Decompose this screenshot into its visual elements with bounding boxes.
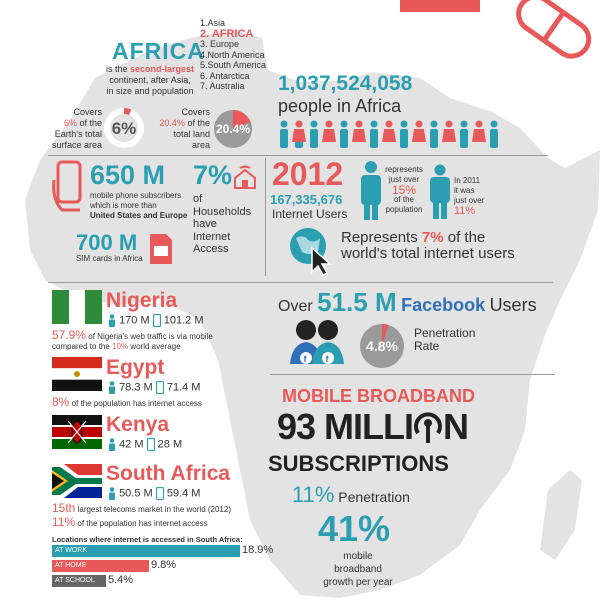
phone-icon xyxy=(156,487,164,500)
represents-line: represents xyxy=(385,165,423,174)
sim-cards-label: SIM cards in Africa xyxy=(76,254,143,263)
person-icon xyxy=(108,438,116,451)
locations-chart xyxy=(52,545,282,590)
egypt-flag-icon xyxy=(52,357,102,391)
egypt-stats: 78.3 M 71.4 M xyxy=(108,381,200,394)
households-line: have xyxy=(193,218,217,230)
represents-line: just over xyxy=(388,175,420,184)
growth-line: mobile broadband xyxy=(334,551,382,575)
population-number: 1,037,524,058 xyxy=(278,72,413,95)
phone-icon xyxy=(156,381,164,394)
y2011-text xyxy=(454,176,484,216)
y2011-line: just over xyxy=(454,196,485,205)
nigeria-note: 57.9% of Nigeria's web traffic is via mobile compared to the 10% world average xyxy=(52,328,213,351)
facebook-users-icon xyxy=(288,316,348,372)
globe-cursor-icon xyxy=(288,226,336,276)
rank-item: 5.South America xyxy=(200,60,267,70)
location-bar: AT SCHOOL xyxy=(52,575,106,587)
broadband-penetration: 11% Penetration xyxy=(292,482,410,507)
egypt-name: Egypt xyxy=(106,356,165,379)
nigeria-name: Nigeria xyxy=(106,289,178,312)
rank-item-africa: 2. AFRICA xyxy=(200,27,254,40)
broadband-million: 93 MILLI N xyxy=(277,406,469,447)
location-bar: AT HOME xyxy=(52,560,149,572)
south-africa-note: 11% of the population has internet access xyxy=(52,515,208,529)
south-africa-notes xyxy=(52,502,231,530)
rank-item: 1.Asia xyxy=(200,18,226,28)
nigeria-flag-icon xyxy=(52,290,102,324)
divider xyxy=(48,282,553,283)
south-africa-name: South Africa xyxy=(106,462,231,485)
kenya-flag-icon xyxy=(52,415,102,449)
rank-item: 6. Antarctica xyxy=(200,70,250,81)
phone-icon xyxy=(153,314,161,327)
pill-icon xyxy=(500,0,600,70)
broadband-title: MOBILE BROADBAND xyxy=(282,386,475,406)
person-medium-icon xyxy=(428,164,452,220)
africa-title: AFRICA xyxy=(112,38,205,64)
broadband-growth-pct: 41% xyxy=(318,508,391,549)
mobile-line: which is more than xyxy=(90,201,157,210)
location-value: 18.9% xyxy=(242,544,274,556)
y2011-pct: 11% xyxy=(454,205,476,217)
population-label: people in Africa xyxy=(278,96,402,116)
sim-cards-value: 700 M xyxy=(76,230,138,255)
world-internet-text: Represents 7% of the world's total internet users xyxy=(341,229,515,262)
facebook-penetration-value: 4.8% xyxy=(366,338,398,354)
represents-pct: 15% xyxy=(391,183,417,197)
house-wifi-icon xyxy=(232,160,258,190)
svg-text:f: f xyxy=(325,354,329,364)
households-line: Households xyxy=(193,205,252,218)
households-line: of xyxy=(193,193,203,205)
kenya-name: Kenya xyxy=(106,413,170,436)
households-line: Access xyxy=(193,243,229,255)
mobile-line: mobile phone subscribers xyxy=(90,191,182,200)
person-icon xyxy=(108,487,116,500)
svg-text:f: f xyxy=(303,354,307,364)
person-large-icon xyxy=(358,160,384,222)
internet-year: 2012 xyxy=(272,156,344,192)
mobile-subscribers-text xyxy=(90,191,187,221)
location-bar: AT WORK xyxy=(52,545,240,557)
egypt-note: 8% of the population has internet access xyxy=(52,395,202,409)
y2011-line: In 2011 xyxy=(454,176,481,185)
phone-hand-icon xyxy=(52,160,86,212)
rank-item: 7. Australia xyxy=(200,81,245,91)
top-banner xyxy=(400,0,480,12)
people-row-icon xyxy=(278,120,518,150)
continent-rank-list xyxy=(200,18,266,92)
mobile-subscribers-value: 650 M xyxy=(90,160,166,190)
sim-card-icon xyxy=(148,232,174,266)
households-line: Internet xyxy=(193,230,231,243)
internet-users-label: Internet Users xyxy=(272,207,348,221)
earth-cover-text: Covers 6% of the Earth's total surface area xyxy=(51,107,102,150)
locations-title: Locations where internet is accessed in South Africa: xyxy=(52,535,243,544)
represents-line: population xyxy=(385,205,423,214)
rank-item: 3. Europe xyxy=(200,39,240,49)
land-cover-text: Covers 20.4% of the total land area xyxy=(159,107,210,150)
south-africa-stats: 50.5 M 59.4 M xyxy=(108,487,200,500)
signal-icon xyxy=(413,409,443,443)
growth-line: growth per year xyxy=(323,577,393,588)
mobile-line: United States and Europe xyxy=(90,211,188,220)
broadband-subscriptions: SUBSCRIPTIONS xyxy=(268,451,449,476)
penetration-line: Rate xyxy=(414,339,440,353)
divider xyxy=(270,374,555,375)
internet-users-number: 167,335,676 xyxy=(270,192,343,207)
households-pct: 7% xyxy=(193,160,233,190)
nigeria-stats: 170 M 101.2 M xyxy=(108,314,204,327)
y2011-line: it was xyxy=(454,186,475,195)
south-africa-flag-icon xyxy=(52,464,102,498)
person-icon xyxy=(108,314,116,327)
facebook-line: Over 51.5 M Facebook Users xyxy=(278,287,537,317)
location-value: 9.8% xyxy=(151,559,177,571)
south-africa-note: 15th largest telecoms market in the world (2012) xyxy=(52,501,231,515)
represents-line: of the xyxy=(393,195,414,204)
location-value: 5.4% xyxy=(108,574,134,586)
phone-icon xyxy=(147,438,155,451)
rank-item: 4.North America xyxy=(200,49,265,60)
kenya-stats: 42 M 28 M xyxy=(108,438,182,451)
households-text xyxy=(193,193,251,256)
facebook-penetration-label xyxy=(414,327,475,353)
represents-text xyxy=(385,165,423,215)
penetration-line: Penetration xyxy=(414,326,476,340)
land-cover-value: 20.4% xyxy=(215,122,251,136)
africa-description: is the second-largest continent, after Asia, in size and population xyxy=(105,64,195,96)
person-icon xyxy=(108,381,116,394)
broadband-growth-text xyxy=(318,550,398,589)
earth-cover-value: 6% xyxy=(111,119,137,138)
vertical-divider xyxy=(265,158,266,276)
